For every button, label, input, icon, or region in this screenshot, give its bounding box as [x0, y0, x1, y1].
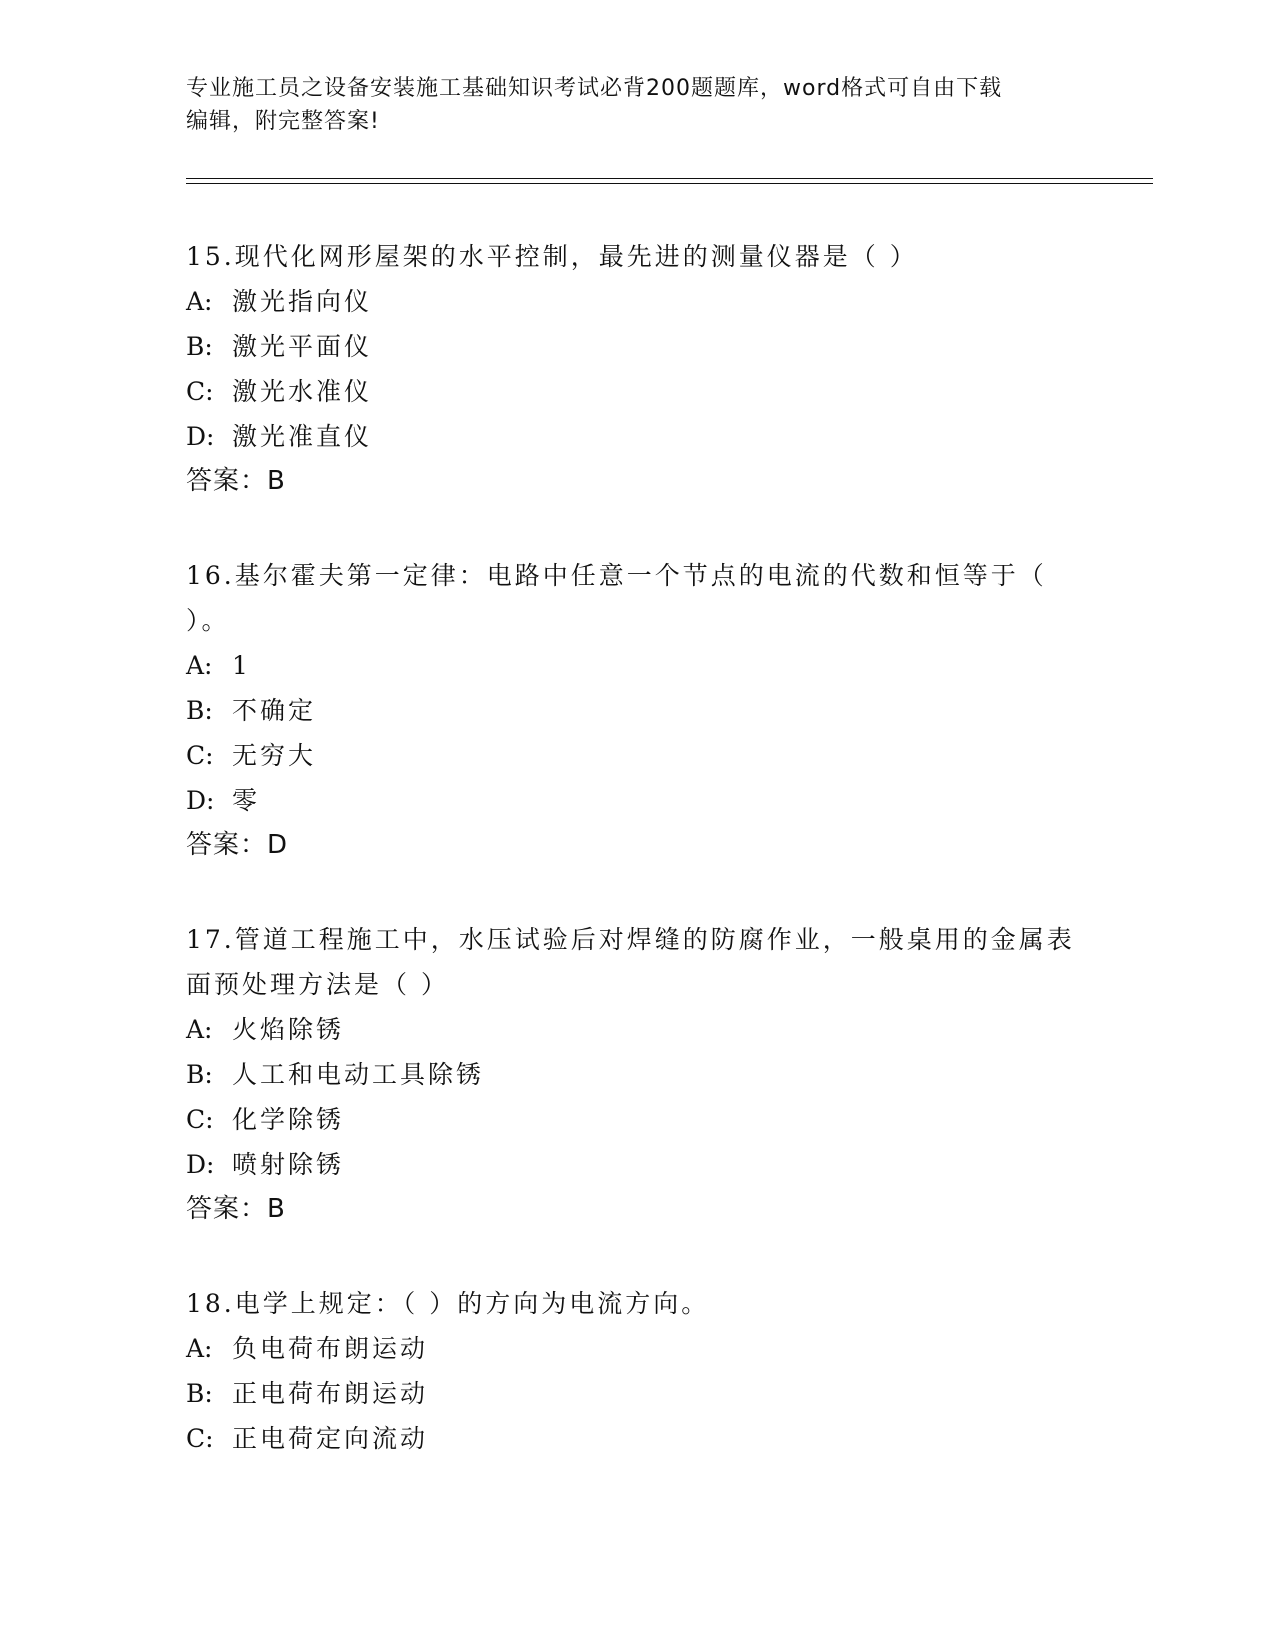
- question-18: [186, 1281, 1086, 1461]
- answer-label: 答案：B: [186, 466, 286, 496]
- option-letter: C:: [186, 377, 214, 406]
- option-letter: D:: [186, 1150, 215, 1179]
- option-text: 正电荷定向流动: [232, 1424, 429, 1453]
- option-letter: B:: [186, 1379, 213, 1408]
- option-c: [186, 1097, 1086, 1142]
- question-16: [186, 553, 1086, 868]
- option-text: 负电荷布朗运动: [232, 1334, 429, 1363]
- header-divider-top: [186, 178, 1153, 179]
- option-b: [186, 1052, 1086, 1097]
- question-stem: 15.现代化网形屋架的水平控制，最先进的测量仪器是（ ）: [186, 242, 918, 271]
- option-c: [186, 369, 1086, 414]
- option-d: [186, 414, 1086, 459]
- header-line-2: 编辑，附完整答案!: [186, 109, 380, 134]
- option-text: 人工和电动工具除锈: [232, 1060, 485, 1089]
- option-letter: B:: [186, 332, 213, 361]
- option-text: 1: [232, 651, 251, 680]
- question-stem: 17.管道工程施工中，水压试验后对焊缝的防腐作业，一般桌用的金属表面预处理方法是（ ）: [186, 925, 1075, 999]
- option-a: [186, 643, 1086, 688]
- option-letter: A:: [186, 651, 213, 680]
- option-letter: C:: [186, 741, 214, 770]
- option-letter: D:: [186, 786, 215, 815]
- question-stem: 16.基尔霍夫第一定律：电路中任意一个节点的电流的代数和恒等于（ ）。: [186, 561, 1047, 635]
- header-divider-bottom: [186, 183, 1153, 184]
- option-letter: B:: [186, 696, 213, 725]
- option-letter: B:: [186, 1060, 213, 1089]
- option-letter: A:: [186, 1015, 213, 1044]
- option-b: [186, 1371, 1086, 1416]
- option-text: 化学除锈: [232, 1105, 345, 1134]
- option-letter: D:: [186, 422, 215, 451]
- header-line-1: 专业施工员之设备安装施工基础知识考试必背200题题库，word格式可自由下载: [186, 76, 1003, 101]
- option-c: [186, 733, 1086, 778]
- option-text: 激光准直仪: [232, 422, 373, 451]
- document-header: [186, 72, 1086, 138]
- option-letter: C:: [186, 1424, 214, 1453]
- answer-label: 答案：D: [186, 830, 289, 860]
- question-stem: 18.电学上规定：（ ）的方向为电流方向。: [186, 1289, 710, 1318]
- option-letter: C:: [186, 1105, 214, 1134]
- option-letter: A:: [186, 287, 213, 316]
- option-text: 正电荷布朗运动: [232, 1379, 429, 1408]
- option-text: 无穷大: [232, 741, 317, 770]
- option-a: [186, 279, 1086, 324]
- option-text: 激光平面仪: [232, 332, 373, 361]
- option-a: [186, 1326, 1086, 1371]
- option-letter: A:: [186, 1334, 213, 1363]
- question-15: [186, 234, 1086, 504]
- option-text: 喷射除锈: [232, 1150, 345, 1179]
- option-c: [186, 1416, 1086, 1461]
- option-b: [186, 324, 1086, 369]
- option-d: [186, 1142, 1086, 1187]
- option-text: 火焰除锈: [232, 1015, 345, 1044]
- question-17: [186, 917, 1086, 1232]
- option-text: 激光指向仪: [232, 287, 373, 316]
- answer-label: 答案：B: [186, 1194, 286, 1224]
- option-b: [186, 688, 1086, 733]
- option-text: 激光水准仪: [232, 377, 373, 406]
- option-d: [186, 778, 1086, 823]
- option-a: [186, 1007, 1086, 1052]
- option-text: 不确定: [232, 696, 317, 725]
- option-text: 零: [232, 786, 261, 815]
